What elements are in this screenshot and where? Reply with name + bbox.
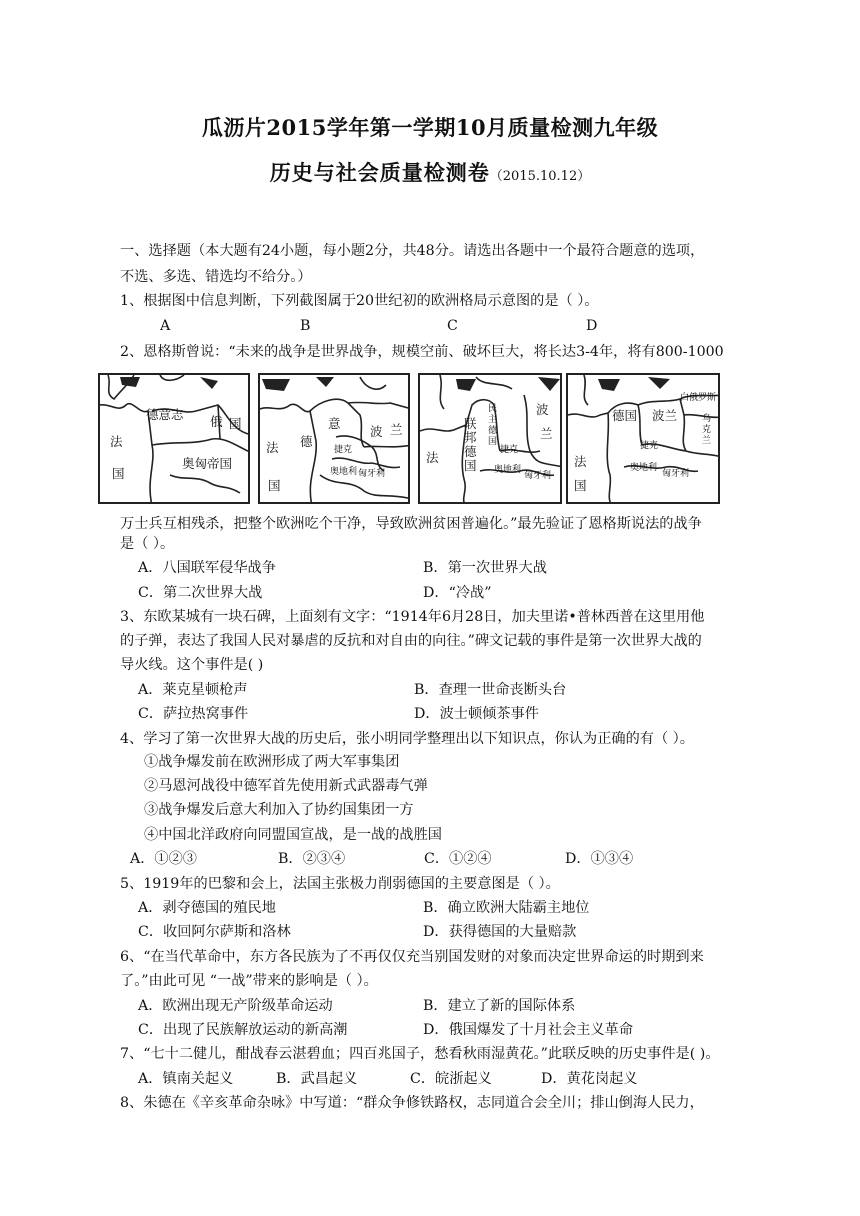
section-intro-line2: 不选、多选、错选均不给分。）	[120, 269, 312, 285]
question-3-option-a: A．莱克星顿枪声	[138, 682, 248, 698]
question-3-option-d: D．波士顿倾茶事件	[414, 706, 539, 722]
map-c-austria: 奥地利	[494, 465, 522, 475]
question-1-stem: 1、根据图中信息判断，下列截图属于20世纪初的欧洲格局示意图的是（ ）。	[120, 293, 599, 309]
question-5-option-b: B．确立欧洲大陆霸主地位	[423, 900, 590, 916]
question-2-option-a: A．八国联军侵华战争	[138, 560, 276, 576]
map-a-germany: 德意志	[146, 407, 184, 422]
question-6-stem-line2: 了。”由此可见 “一战”带来的影响是（ ）。	[120, 973, 378, 989]
question-4-option-b: B．②③④	[278, 851, 346, 867]
map-b	[258, 373, 410, 504]
question-3-stem-line2: 的子弹，表达了我国人民对暴虐的反抗和对自由的向往。”碑文记载的事件是第一次世界大战的	[120, 633, 702, 649]
map-d-poland: 波兰	[652, 408, 678, 423]
question-2-stem-line2: 万士兵互相残杀，把整个欧洲吃个干净，导致欧洲贫困普遍化。”最先验证了恩格斯说法的战争	[120, 516, 702, 532]
question-3-stem-line3: 导火线。这个事件是( )	[120, 657, 264, 673]
map-a-france-1: 法	[110, 434, 123, 449]
map-label-c: C	[447, 318, 458, 334]
question-7-option-d: D．黄花岗起义	[541, 1071, 638, 1087]
map-a-russia-1: 俄	[210, 414, 223, 429]
map-c-frg-1: 联	[464, 416, 477, 431]
map-b-germany-1: 意	[328, 416, 341, 431]
page-subtitle	[0, 157, 860, 187]
map-d-ukraine: 乌克兰	[700, 413, 710, 446]
question-5-option-c: C．收回阿尔萨斯和洛林	[138, 924, 291, 940]
map-b-france-2: 国	[268, 478, 281, 493]
map-d-germany: 德国	[612, 408, 638, 423]
section-intro-line1: 一、选择题（本大题有24小题，每小题2分，共48分。请选出各题中一个最符合题意的选项，	[120, 243, 705, 259]
question-4-item-2: ②马恩河战役中德军首先使用新式武器毒气弹	[144, 778, 428, 794]
question-6-option-c: C．出现了民族解放运动的新高潮	[138, 1022, 348, 1038]
map-d-hungary: 匈牙利	[662, 469, 690, 479]
map-label-b: B	[300, 318, 311, 334]
question-3-stem-line1: 3、东欧某城有一块石碑，上面刻有文字：“1914年6月28日，加夫里诺•普林西普在这里用他	[120, 609, 705, 625]
map-b-poland-2: 兰	[390, 422, 403, 437]
map-b-hungary: 匈牙利	[358, 469, 386, 479]
question-4-item-1: ①战争爆发前在欧洲形成了两大军事集团	[144, 754, 400, 770]
map-d-austria: 奥地利	[630, 463, 658, 473]
map-c-frg-4: 国	[464, 458, 477, 473]
map-a-austria-hungary: 奥匈帝国	[182, 456, 233, 471]
map-b-austria: 奥地利	[330, 467, 358, 477]
question-3-option-c: C．萨拉热窝事件	[138, 706, 249, 722]
map-c-poland-2: 兰	[540, 426, 553, 441]
question-8-stem: 8、朱德在《辛亥革命杂咏》中写道：“群众争修铁路权，志同道合会全川；排山倒海人民力，	[120, 1095, 704, 1111]
question-7-option-a: A．镇南关起义	[138, 1071, 234, 1087]
map-d-czech: 捷克	[640, 441, 659, 451]
map-c-hungary: 匈牙利	[524, 471, 552, 481]
map-d-belarus: 白俄罗斯	[680, 393, 717, 403]
question-6-option-b: B．建立了新的国际体系	[423, 998, 576, 1014]
map-label-d: D	[586, 318, 598, 334]
question-6-option-d: D．俄国爆发了十月社会主义革命	[423, 1022, 634, 1038]
map-c-france: 法	[426, 450, 439, 465]
question-2-option-d: D．“冷战”	[423, 585, 492, 601]
question-7-option-c: C．皖浙起义	[410, 1071, 492, 1087]
map-d	[566, 373, 720, 504]
map-a-france-2: 国	[112, 466, 125, 481]
map-d-france-2: 国	[574, 478, 587, 493]
map-c-frg-3: 德	[464, 444, 477, 459]
map-b-czech: 捷克	[334, 445, 353, 455]
map-c-czech: 捷克	[500, 445, 519, 455]
question-4-item-3: ③战争爆发后意大利加入了协约国集团一方	[144, 802, 414, 818]
question-4-item-4: ④中国北洋政府向同盟国宣战，是一战的战胜国	[144, 827, 442, 843]
question-4-option-d: D．①③④	[565, 851, 634, 867]
question-5-option-d: D．获得德国的大量赔款	[423, 924, 577, 940]
question-5-stem: 5、1919年的巴黎和会上，法国主张极力削弱德国的主要意图是（ ）。	[120, 876, 560, 892]
map-b-france-1: 法	[266, 440, 279, 455]
map-c-gdr: 民主德国	[486, 403, 496, 447]
map-b-borders	[260, 375, 410, 504]
question-2-option-c: C．第二次世界大战	[138, 585, 263, 601]
map-a	[98, 373, 250, 504]
question-2-option-b: B．第一次世界大战	[423, 560, 547, 576]
map-c-frg-2: 邦	[464, 430, 477, 445]
question-7-stem: 7、“七十二健儿，酣战春云湛碧血；四百兆国子，愁看秋雨湿黄花。”此联反映的历史事件是( )。	[120, 1046, 720, 1062]
exam-date: （2015.10.12）	[489, 169, 591, 184]
map-c	[418, 373, 562, 504]
map-d-france-1: 法	[574, 454, 587, 469]
subtitle-text: 历史与社会质量检测卷	[269, 160, 490, 185]
map-b-poland-1: 波	[370, 424, 383, 439]
question-4-option-c: C．①②④	[424, 851, 492, 867]
question-5-option-a: A．剥夺德国的殖民地	[138, 900, 276, 916]
map-label-a: A	[160, 318, 171, 334]
map-b-germany-2: 德	[300, 434, 313, 449]
question-3-option-b: B．查理一世命丧断头台	[414, 682, 567, 698]
question-2-stem-line1: 2、恩格斯曾说：“未来的战争是世界战争，规模空前、破坏巨大，将长达3-4年，将有800-1000	[120, 344, 724, 360]
map-a-russia-2: 国	[229, 416, 242, 431]
question-4-stem: 4、学习了第一次世界大战的历史后，张小明同学整理出以下知识点，你认为正确的有（ ）。	[120, 731, 694, 747]
map-c-poland-1: 波	[536, 402, 549, 417]
europe-maps	[98, 373, 758, 504]
page-title: 瓜沥片2015学年第一学期10月质量检测九年级	[201, 115, 659, 140]
question-7-option-b: B．武昌起义	[276, 1071, 358, 1087]
question-4-option-a: A．①②③	[130, 851, 197, 867]
question-6-stem-line1: 6、“在当代革命中，东方各民族为了不再仅仅充当别国发财的对象而决定世界命运的时期到来	[120, 949, 704, 965]
question-6-option-a: A．欧洲出现无产阶级革命运动	[138, 998, 333, 1014]
question-2-stem-line3: 是（ ）。	[120, 536, 175, 552]
